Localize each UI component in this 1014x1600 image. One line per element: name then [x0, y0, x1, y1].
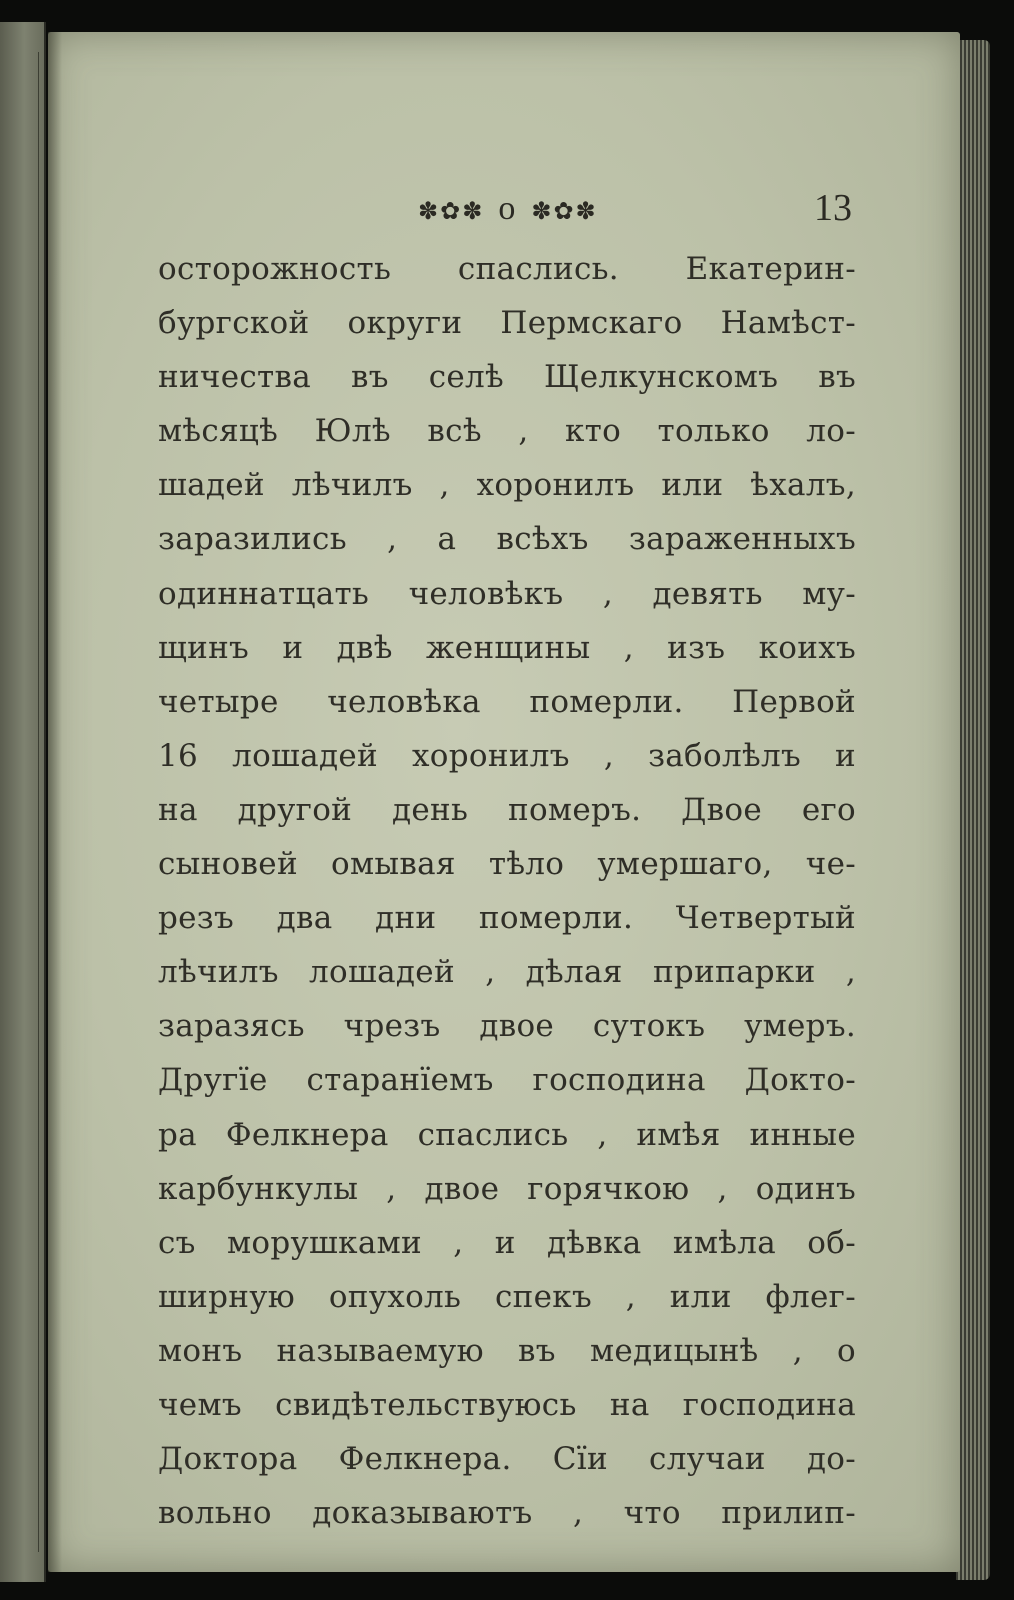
text-line: лѣчилъ лошадей , дѣлая припарки , [158, 954, 856, 991]
header-ornament [418, 190, 598, 228]
text-line: сыновей омывая тѣло умершаго, че- [158, 846, 856, 883]
crown-ornament-icon: ✽✿✽ [418, 197, 485, 225]
page-number: 13 [814, 187, 852, 229]
crown-ornament-icon: ✽✿✽ [531, 197, 598, 225]
body-text [158, 242, 856, 1540]
gutter-line [38, 52, 39, 1552]
gutter-shadow [48, 32, 62, 1572]
text-line: шадей лѣчилъ , хоронилъ или ѣхалъ, [158, 467, 856, 504]
text-line: четыре человѣка померли. Первой [158, 683, 856, 720]
text-line: карбункулы , двое горячкою , одинъ [158, 1170, 856, 1207]
text-line: заразясь чрезъ двое сутокъ умеръ. [158, 1008, 856, 1045]
running-head [48, 180, 960, 230]
book-page [48, 32, 960, 1572]
ornament-center-glyph: о [498, 190, 518, 227]
text-line: бургской округи Пермскаго Намѣст- [158, 305, 856, 342]
text-line: ширную опухоль спекъ , или флег- [158, 1278, 856, 1315]
text-line: съ морушками , и дѣвка имѣла об- [158, 1224, 856, 1261]
text-line: 16 лошадей хоронилъ , заболѣлъ и [158, 737, 856, 774]
previous-page-edge [0, 22, 46, 1582]
text-line: щинъ и двѣ женщины , изъ коихъ [158, 629, 856, 666]
text-line: мѣсяцѣ Юлѣ всѣ , кто только ло- [158, 413, 856, 450]
text-line: одиннатцать человѣкъ , девять му- [158, 575, 856, 612]
text-line: на другой день померъ. Двое его [158, 791, 856, 828]
text-line: ничества въ селѣ Щелкунскомъ въ [158, 359, 856, 396]
page-stack-edges [956, 40, 990, 1580]
text-line: ра Фелкнера спаслись , имѣя инные [158, 1116, 856, 1153]
text-line: монъ называемую въ медицынѣ , о [158, 1332, 856, 1369]
text-line: резъ два дни померли. Четвертый [158, 900, 856, 937]
text-line: заразились , а всѣхъ зараженныхъ [158, 521, 856, 558]
text-line: осторожность спаслись. Екатерин- [158, 251, 856, 287]
text-line: Доктора Фелкнера. Сїи случаи до- [158, 1441, 856, 1478]
text-line: чемъ свидѣтельствуюсь на господина [158, 1386, 856, 1423]
text-line: вольно доказываютъ , что прилип- [158, 1495, 856, 1532]
text-line: Другїе старанїемъ господина Докто- [158, 1062, 856, 1099]
